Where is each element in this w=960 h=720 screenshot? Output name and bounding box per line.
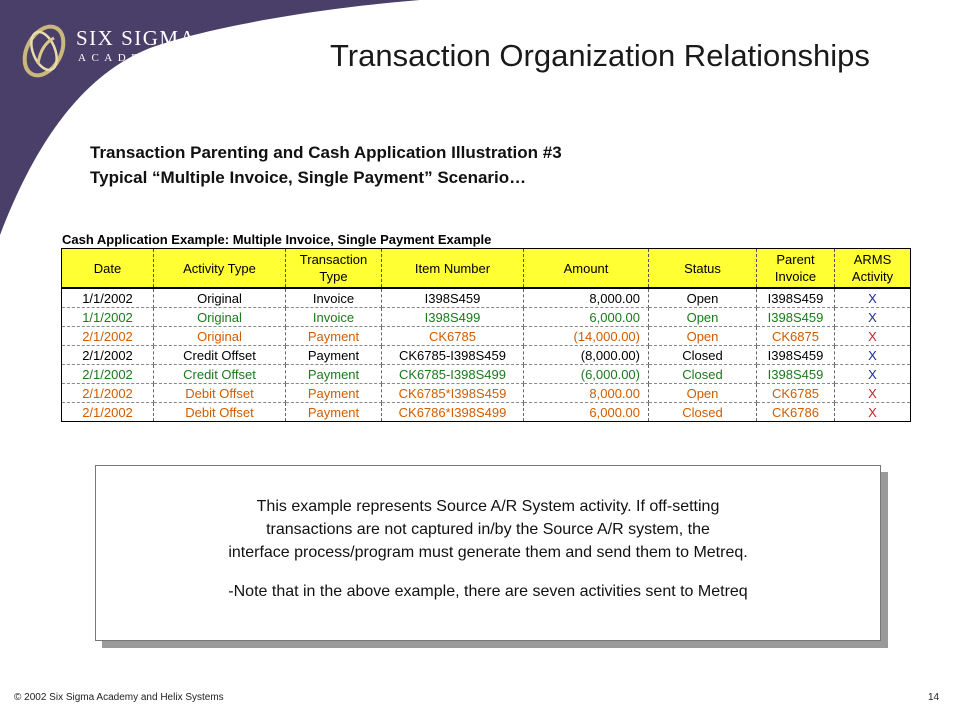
cell-date: 2/1/2002 <box>62 384 154 403</box>
cell-transaction-type: Payment <box>286 365 382 384</box>
cell-transaction-type: Invoice <box>286 288 382 308</box>
cell-activity-type: Credit Offset <box>154 346 286 365</box>
cell-parent-invoice: CK6875 <box>757 327 835 346</box>
table-caption: Cash Application Example: Multiple Invoice, Single Payment Example <box>62 232 492 247</box>
table-row <box>62 327 911 346</box>
header-status: Status <box>649 249 757 289</box>
cell-arms-activity: X <box>835 346 911 365</box>
header-arms-activity <box>835 249 911 289</box>
cell-parent-invoice: I398S459 <box>757 365 835 384</box>
cell-parent-invoice: CK6785 <box>757 384 835 403</box>
cell-date: 2/1/2002 <box>62 403 154 422</box>
cell-item-number: CK6786*I398S499 <box>382 403 524 422</box>
cell-amount: (6,000.00) <box>524 365 649 384</box>
table-row <box>62 365 911 384</box>
logo-text-six-sigma: SIX SIGMA <box>76 26 197 50</box>
cell-amount: 6,000.00 <box>524 308 649 327</box>
cell-arms-activity: X <box>835 327 911 346</box>
header-arms-activity-line-1: ARMS <box>853 252 892 267</box>
header-activity-type: Activity Type <box>154 249 286 289</box>
subtitle-line-2: Typical “Multiple Invoice, Single Payment” Scenario… <box>90 168 527 187</box>
note-line-2: transactions are not captured in/by the Source A/R system, the <box>266 521 710 538</box>
logo-text-academy: ACADEMY <box>78 52 173 64</box>
cell-activity-type: Debit Offset <box>154 384 286 403</box>
header-parent-invoice-line-2: Invoice <box>774 269 817 284</box>
cell-activity-type: Original <box>154 288 286 308</box>
cell-transaction-type: Payment <box>286 346 382 365</box>
cell-status: Open <box>649 384 757 403</box>
six-sigma-academy-logo <box>14 20 204 86</box>
cell-amount: 8,000.00 <box>524 384 649 403</box>
cell-transaction-type: Payment <box>286 403 382 422</box>
cell-item-number: I398S459 <box>382 288 524 308</box>
footer-page-number: 14 <box>928 692 940 703</box>
cell-transaction-type: Payment <box>286 384 382 403</box>
six-sigma-swirl-icon <box>14 20 74 82</box>
cell-status: Open <box>649 288 757 308</box>
cell-date: 2/1/2002 <box>62 327 154 346</box>
header-parent-invoice <box>757 249 835 289</box>
cell-amount: (14,000.00) <box>524 327 649 346</box>
header-transaction-type-line-2: Type <box>319 269 348 284</box>
table-row <box>62 346 911 365</box>
table-row <box>62 288 911 308</box>
cell-amount: (8,000.00) <box>524 346 649 365</box>
table-header-row <box>62 249 911 289</box>
cell-item-number: CK6785 <box>382 327 524 346</box>
cell-arms-activity: X <box>835 365 911 384</box>
footer-copyright: © 2002 Six Sigma Academy and Helix Systems <box>14 692 224 703</box>
header-parent-invoice-line-1: Parent <box>776 252 815 267</box>
cell-parent-invoice: I398S459 <box>757 308 835 327</box>
cash-application-table <box>61 248 911 422</box>
subtitle <box>90 140 562 190</box>
cell-status: Open <box>649 308 757 327</box>
cell-date: 1/1/2002 <box>62 308 154 327</box>
cell-amount: 6,000.00 <box>524 403 649 422</box>
header-transaction-type <box>286 249 382 289</box>
cell-arms-activity: X <box>835 308 911 327</box>
cell-arms-activity: X <box>835 288 911 308</box>
header-arms-activity-line-2: Activity <box>851 269 894 284</box>
note-line-1: This example represents Source A/R System activity. If off-setting <box>256 498 720 515</box>
header-item-number: Item Number <box>382 249 524 289</box>
cell-parent-invoice: I398S459 <box>757 346 835 365</box>
table-row <box>62 384 911 403</box>
cell-activity-type: Debit Offset <box>154 403 286 422</box>
subtitle-line-1: Transaction Parenting and Cash Application Illustration #3 <box>90 143 562 162</box>
header-transaction-type-line-1: Transaction <box>299 252 368 267</box>
cell-status: Closed <box>649 346 757 365</box>
cell-status: Closed <box>649 403 757 422</box>
cell-activity-type: Original <box>154 308 286 327</box>
cell-arms-activity: X <box>835 403 911 422</box>
cell-status: Open <box>649 327 757 346</box>
cell-amount: 8,000.00 <box>524 288 649 308</box>
cell-activity-type: Original <box>154 327 286 346</box>
table-row <box>62 403 911 422</box>
header-amount: Amount <box>524 249 649 289</box>
cell-date: 2/1/2002 <box>62 365 154 384</box>
cell-status: Closed <box>649 365 757 384</box>
note-line-4: -Note that in the above example, there are seven activities sent to Metreq <box>228 583 748 600</box>
table-row <box>62 308 911 327</box>
cell-arms-activity: X <box>835 384 911 403</box>
cell-item-number: CK6785-I398S459 <box>382 346 524 365</box>
note-line-3: interface process/program must generate them and send them to Metreq. <box>228 544 748 561</box>
cell-date: 2/1/2002 <box>62 346 154 365</box>
cell-parent-invoice: I398S459 <box>757 288 835 308</box>
note-box <box>95 465 881 641</box>
cell-item-number: I398S499 <box>382 308 524 327</box>
page-title: Transaction Organization Relationships <box>330 38 870 73</box>
cell-transaction-type: Payment <box>286 327 382 346</box>
cell-date: 1/1/2002 <box>62 288 154 308</box>
cell-transaction-type: Invoice <box>286 308 382 327</box>
cell-activity-type: Credit Offset <box>154 365 286 384</box>
cell-parent-invoice: CK6786 <box>757 403 835 422</box>
cell-item-number: CK6785*I398S459 <box>382 384 524 403</box>
cell-item-number: CK6785-I398S499 <box>382 365 524 384</box>
header-date: Date <box>62 249 154 289</box>
